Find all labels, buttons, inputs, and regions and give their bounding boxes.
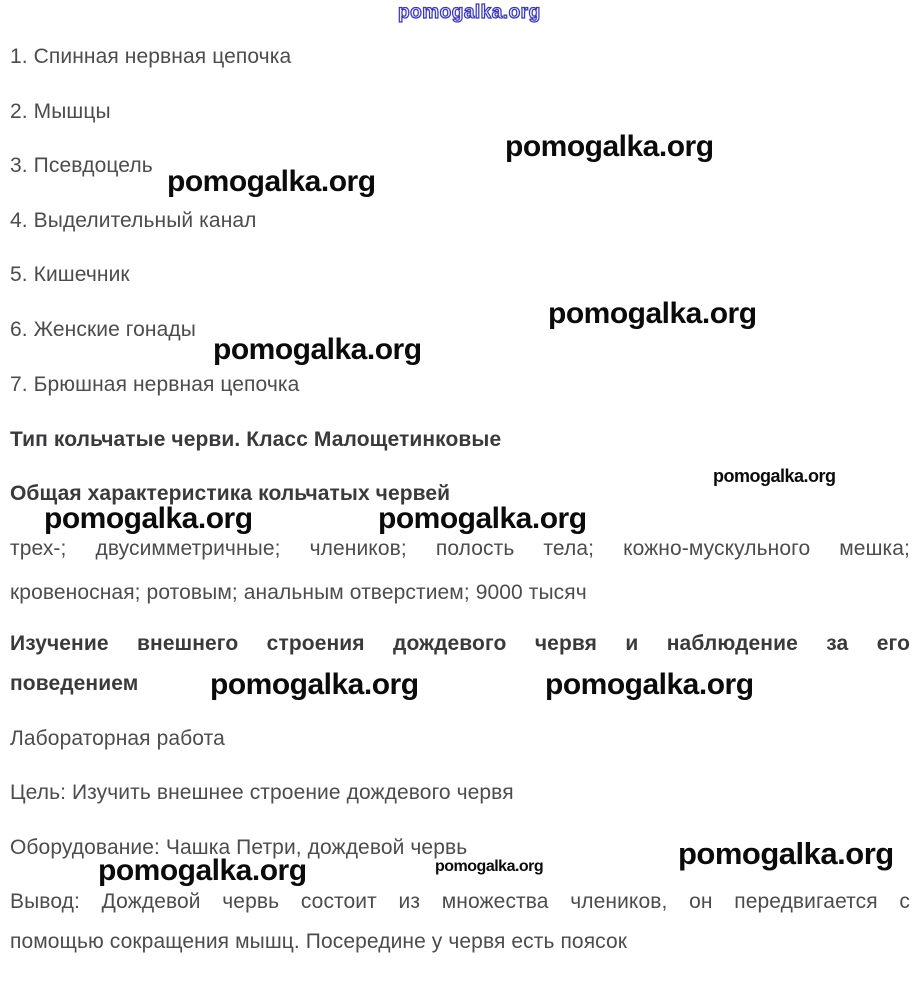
watermark-pomogalka-small: pomogalka.org: [713, 466, 836, 486]
list-item-6: 6. Женские гонады: [10, 318, 196, 341]
watermark-pomogalka: pomogalka.org: [167, 165, 376, 198]
watermark-pomogalka: pomogalka.org: [98, 854, 307, 887]
list-item-1: 1. Спинная нервная цепочка: [10, 45, 292, 68]
heading-worm-type: Тип кольчатые черви. Класс Малощетинковые: [10, 428, 502, 451]
list-item-4: 4. Выделительный канал: [10, 209, 257, 232]
heading-characteristics: Общая характеристика кольчатых червей: [10, 482, 451, 505]
watermark-pomogalka: pomogalka.org: [378, 502, 587, 535]
heading-study-line-2: поведением: [10, 672, 139, 695]
watermark-pomogalka: pomogalka.org: [505, 130, 714, 163]
conclusion-line-1: Вывод: Дождевой червь состоит из множества члеников, он передвигается с: [10, 890, 910, 913]
watermark-pomogalka: pomogalka.org: [44, 502, 253, 535]
watermark-pomogalka: pomogalka.org: [545, 668, 754, 701]
list-item-7: 7. Брюшная нервная цепочка: [10, 373, 300, 396]
goal-line: Цель: Изучить внешнее строение дождевого червя: [10, 781, 514, 804]
conclusion-line-2: помощью сокращения мышц. Посередине у червя есть поясок: [10, 930, 628, 953]
watermark-pomogalka-outline: pomogalka.org: [398, 2, 541, 23]
lab-work-label: Лабораторная работа: [10, 727, 225, 750]
heading-study-line-1: Изучение внешнего строения дождевого червя и наблюдение за его: [10, 632, 910, 655]
list-item-3: 3. Псевдоцель: [10, 154, 153, 177]
watermark-pomogalka: pomogalka.org: [210, 668, 419, 701]
list-item-2: 2. Мышцы: [10, 100, 111, 123]
list-item-5: 5. Кишечник: [10, 263, 130, 286]
watermark-pomogalka: pomogalka.org: [548, 297, 757, 330]
watermark-pomogalka-small: pomogalka.org: [435, 858, 544, 875]
watermark-pomogalka: pomogalka.org: [678, 836, 894, 871]
watermark-pomogalka: pomogalka.org: [213, 333, 422, 366]
equipment-line: Оборудование: Чашка Петри, дождевой червь: [10, 836, 468, 859]
answers-line-2: кровеносная; ротовым; анальным отверстием; 9000 тысяч: [10, 581, 587, 604]
answers-line-1: трех-; двусимметричные; члеников; полость тела; кожно-мускульного мешка;: [10, 537, 910, 560]
